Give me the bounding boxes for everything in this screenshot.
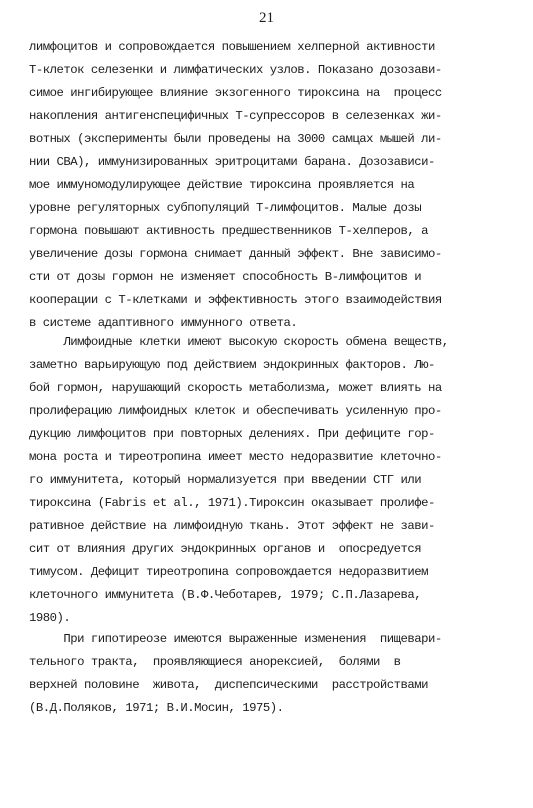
text-line: кооперации с Т-клетками и эффективность этого взаимодействия [29,293,442,307]
text-line: мое иммуномодулирующее действие тироксина проявляется на [29,178,415,192]
text-line: уровне регуляторных субпопуляций Т-лимфоцитов. Малые дозы [29,201,422,215]
text-line: Лимфоидные клетки имеют высокую скорость обмена веществ, [29,335,449,349]
text-line: гормона повышают активность предшественников Т-хелперов, а [29,224,429,238]
text-line: верхней половине живота, диспепсическими расстройствами [29,678,429,692]
text-line: дукцию лимфоцитов при повторных делениях. При дефиците гор- [29,427,435,441]
text-line: тельного тракта, проявляющиеся анорексией, болями в [29,655,401,669]
text-line: клеточного иммунитета (В.Ф.Чеботарев, 1979; С.П.Лазарева, [29,588,422,602]
page-number: 21 [259,10,274,26]
text-line: накопления антигенспецифичных Т-супрессоров в селезенках жи- [29,109,442,123]
text-line: симое ингибирующее влияние экзогенного тироксина на процесс [29,86,442,100]
text-line: 1980). [29,611,71,625]
paragraph-1 [29,36,513,335]
text-line: нии СВА), иммунизированных эритроцитами барана. Дозозависи- [29,155,435,169]
text-line: тироксина (Fabris et al., 1971).Тироксин оказывает пролифе- [29,496,435,510]
text-line: пролиферацию лимфоидных клеток и обеспечивать усиленную про- [29,404,442,418]
text-line: (В.Д.Поляков, 1971; В.И.Мосин, 1975). [29,701,284,715]
text-line: сит от влияния других эндокринных органов и опосредуется [29,542,422,556]
paragraph-3 [29,628,513,720]
text-line: увеличение дозы гормона снимает данный эффект. Вне зависимо- [29,247,442,261]
text-line: вотных (эксперименты были проведены на 3000 самцах мышей ли- [29,132,442,146]
text-line: Т-клеток селезенки и лимфатических узлов. Показано дозозави- [29,63,442,77]
text-line: ративное действие на лимфоидную ткань. Этот эффект не зави- [29,519,435,533]
text-line: в системе адаптивного иммунного ответа. [29,316,298,330]
text-line: лимфоцитов и сопровождается повышением хелперной активности [29,40,435,54]
text-line: мона роста и тиреотропина имеет место недоразвитие клеточно- [29,450,442,464]
text-line: тимусом. Дефицит тиреотропина сопровождается недоразвитием [29,565,429,579]
text-line: сти от дозы гормон не изменяет способность В-лимфоцитов и [29,270,422,284]
text-line: заметно варьирующую под действием эндокринных факторов. Лю- [29,358,435,372]
paragraph-2 [29,331,513,630]
text-line: При гипотиреозе имеются выраженные изменения пищевари- [29,632,442,646]
text-line: го иммунитета, который нормализуется при введении СТГ или [29,473,422,487]
text-line: бой гормон, нарушающий скорость метаболизма, может влиять на [29,381,442,395]
